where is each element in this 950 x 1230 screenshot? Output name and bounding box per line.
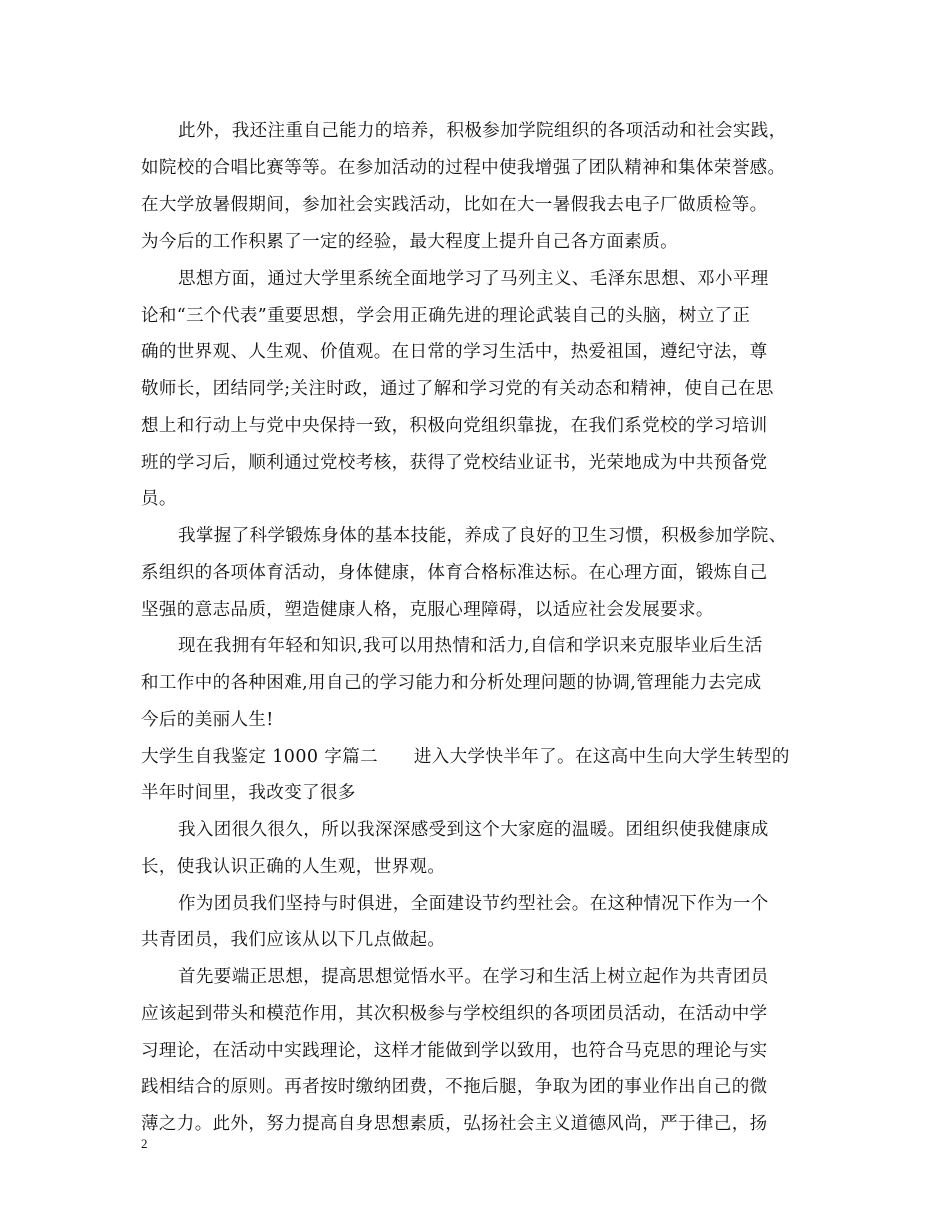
section-heading-line: 大学生自我鉴定 1000 字篇二 进入大学快半年了。在这高中生向大学生转型的 (141, 747, 790, 767)
text-line: 应该起到带头和模范作用，其次积极参与学校组织的各项团员活动，在活动中学 (141, 1004, 768, 1024)
text-line: 论和“三个代表”重要思想，学会用正确先进的理论武装自己的头脑，树立了正 (141, 306, 751, 326)
text-line: 践相结合的原则。再者按时缴纳团费，不拖后腿，争取为团的事业作出自己的微 (141, 1077, 768, 1097)
text-line: 思想方面，通过大学里系统全面地学习了马列主义、毛泽东思想、邓小平理 (178, 269, 769, 289)
text-line: 今后的美丽人生! (141, 710, 274, 730)
text-line: 员。 (141, 489, 177, 509)
text-line: 习理论，在活动中实践理论，这样才能做到学以致用，也符合马克思的理论与实 (141, 1041, 768, 1061)
text-line: 想上和行动上与党中央保持一致，积极向党组织靠拢，在我们系党校的学习培训 (141, 416, 768, 436)
text-line: 为今后的工作积累了一定的经验，最大程度上提升自己各方面素质。 (141, 232, 678, 252)
text-line: 和工作中的各种困难,用自己的学习能力和分析处理问题的协调,管理能力去完成 (141, 673, 762, 693)
text-line: 长，使我认识正确的人生观，世界观。 (141, 857, 446, 877)
text-line: 现在我拥有年轻和知识,我可以用热情和活力,自信和学识来克服毕业后生活 (178, 636, 763, 656)
text-line: 共青团员，我们应该从以下几点做起。 (141, 930, 446, 950)
text-line: 首先要端正思想，提高思想觉悟水平。在学习和生活上树立起作为共青团员 (178, 967, 769, 987)
text-line: 我掌握了科学锻炼身体的基本技能，养成了良好的卫生习惯，积极参加学院、 (178, 526, 787, 546)
text-line: 此外，我还注重自己能力的培养，积极参加学院组织的各项活动和社会实践， (178, 121, 787, 141)
text-line: 班的学习后，顺利通过党校考核，获得了党校结业证书，光荣地成为中共预备党 (141, 453, 768, 473)
text-line: 作为团员我们坚持与时俱进，全面建设节约型社会。在这种情况下作为一个 (178, 894, 769, 914)
text-line: 我入团很久很久，所以我深深感受到这个大家庭的温暖。团组织使我健康成 (178, 820, 769, 840)
text-line: 半年时间里，我改变了很多 (141, 783, 356, 803)
text-line: 敬师长，团结同学;关注时政，通过了解和学习党的有关动态和精神，使自己在思 (141, 379, 774, 399)
text-line: 确的世界观、人生观、价值观。在日常的学习生活中，热爱祖国，遵纪守法，尊 (141, 342, 768, 362)
text-line: 坚强的意志品质，塑造健康人格，克服心理障碍，以适应社会发展要求。 (141, 600, 714, 620)
text-line: 系组织的各项体育活动，身体健康，体育合格标准达标。在心理方面，锻炼自己 (141, 563, 768, 583)
page-number: 2 (141, 1136, 148, 1151)
text-line: 如院校的合唱比赛等等。在参加活动的过程中使我增强了团队精神和集体荣誉感。 (141, 158, 786, 178)
text-line: 在大学放暑假期间，参加社会实践活动，比如在大一暑假我去电子厂做质检等。 (141, 195, 768, 215)
text-line: 薄之力。此外，努力提高自身思想素质，弘扬社会主义道德风尚，严于律己，扬 (141, 1114, 768, 1134)
